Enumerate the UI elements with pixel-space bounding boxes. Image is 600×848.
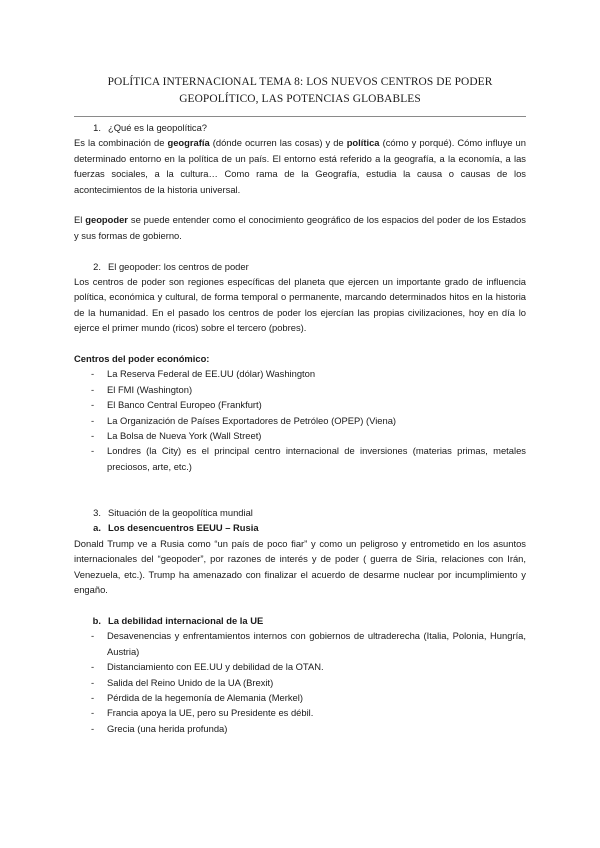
list-item: - Salida del Reino Unido de la UA (Brexit) [91,676,274,688]
list-item: - La Reserva Federal de EE.UU (dólar) Washington [91,368,316,380]
list-item: - La Bolsa de Nueva York (Wall Street) [91,430,262,442]
list-item: - Grecia (una herida profunda) [91,722,228,734]
section-1-paragraph-1: Es la combinación de geografía (dónde ocurren las cosas) y de política (cómo y porqué). Cómo influye un determinado entorno en la política de un país. El entorno está referido a la geografía, a la economía, a las fuerzas sociales, a la cultura… Como rama de la Geografía, estudia la causa o causas de los acontecimientos de la historia universal. [74,137,526,195]
list-item: - El Banco Central Europeo (Frankfurt) [91,399,262,411]
list-item: - Distanciamiento con EE.UU y debilidad de la OTAN. [91,661,324,673]
economic-power-list [74,366,526,474]
section-3-heading: 3. Situación de la geopolítica mundial [93,507,253,519]
document-body [74,120,526,736]
list-item: - El FMI (Washington) [91,383,193,395]
section-1-heading: 1. ¿Qué es la geopolítica? [93,122,208,133]
section-2-paragraph: Los centros de poder son regiones específicas del planeta que ejercen un importante grado de influencia política, económica y cultural, de forma temporal o permanente, marcando determinados hitos en la historia de la humanidad. En el pasado los centros de poder los ejercían las propias civilizaciones, hoy en día lo ejerce el primer mundo (ricos) sobre el tercero (pobres). [74,276,526,334]
title-divider [74,116,526,117]
list-item: - Desavenencias y enfrentamientos internos con gobiernos de ultraderecha (Italia, Polonia, Hungría, Austria) [91,630,526,657]
eu-weakness-list [74,628,526,736]
section-2-heading: 2. El geopoder: los centros de poder [93,260,249,272]
list-item: - Francia apoya la UE, pero su Presidente es débil. [91,707,314,719]
title-line-2: GEOPOLÍTICO, LAS POTENCIAS GLOBABLES [179,93,421,105]
section-3a-paragraph: Donald Trump ve a Rusia como “un país de poco fiar” y como un peligroso y entrometido en los asuntos internacionales del “geopoder”, por razones de interés y de poder ( guerra de Siria, relaciones con Irán, Venezuela, etc.). Trump ha amenazado con finalizar el acuerdo de desarme nuclear por incumplimiento y engaño. [74,537,526,596]
list-item: - La Organización de Países Exportadores de Petróleo (OPEP) (Viena) [91,414,397,426]
section-3a-heading: a. Los desencuentros EEUU – Rusia [93,522,259,534]
section-3b-heading: b. La debilidad internacional de la UE [92,614,264,626]
list-item: - Pérdida de la hegemonía de Alemania (Merkel) [91,691,303,703]
document-title [74,74,526,108]
title-line-1: POLÍTICA INTERNACIONAL TEMA 8: LOS NUEVOS CENTROS DE PODER [107,76,493,88]
section-1-paragraph-2: El geopoder se puede entender como el conocimiento geográfico de los espacios del poder de los Estados y sus formas de gobierno. [74,214,526,241]
list-item: - Londres (la City) es el principal centro internacional de inversiones (materias primas, metales preciosos, arte, etc.) [91,445,526,472]
economic-power-heading: Centros del poder económico: [74,353,210,365]
